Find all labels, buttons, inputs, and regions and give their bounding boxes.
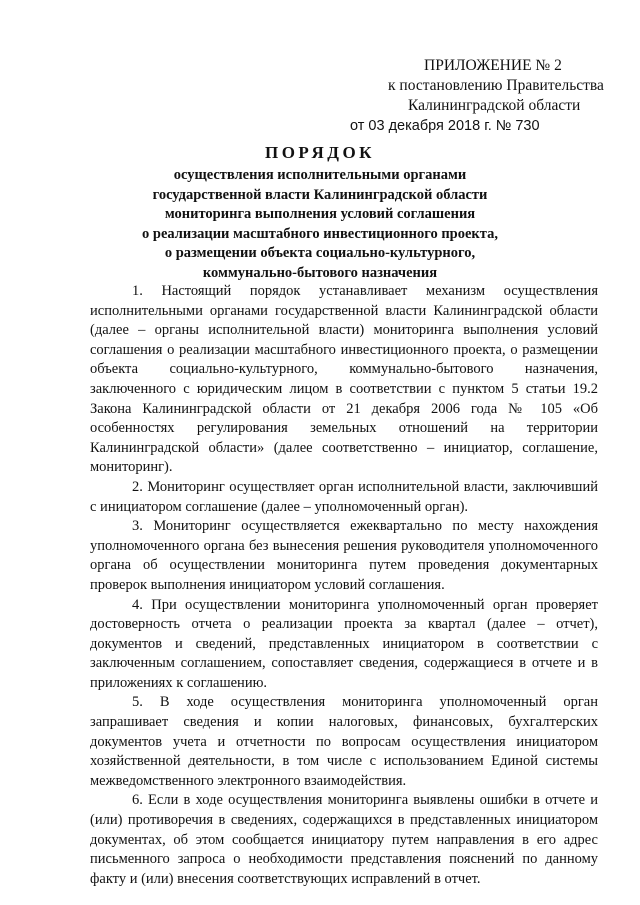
- appendix-header: [350, 56, 610, 136]
- subtitle-line: государственной власти Калининградской области: [152, 186, 488, 203]
- subtitle-line: осуществления исполнительными органами: [173, 167, 467, 183]
- subtitle-line: о реализации масштабного инвестиционного проекта,: [142, 225, 498, 242]
- appendix-region: Калининградской области: [408, 97, 581, 114]
- appendix-date-number: от 03 декабря 2018 г. № 730: [350, 118, 540, 134]
- paragraph-6: 6. Если в ходе осуществления мониторинга выявлены ошибки в отчете и (или) противоречия в сведениях, содержащихся в представленных инициатором документах, об этом сообщается инициатору путем направления в его адрес письменного запроса о необходимости представления пояснений по данному факту и (или) внесения соответствующих исправлений в отчет.: [90, 792, 598, 887]
- appendix-number: ПРИЛОЖЕНИЕ № 2: [424, 57, 562, 74]
- document-body: [90, 282, 598, 889]
- paragraph-1: 1. Настоящий порядок устанавливает механизм осуществления исполнительными органами государственной власти Калининградской области (далее – органы исполнительной власти) мониторинга выполнения условий соглашения о реализации масштабного инвестиционного проекта, о размещении объекта социально-культурного, коммунально-бытового назначения, заключенного с юридическим лицом в соответствии с пунктом 5 статьи 19.2 Закона Калининградской области от 21 декабря 2006 года № 105 «Об особенностях регулирования земельных отношений на территории Калининградской области» (далее соответственно – инициатор, соглашение, мониторинг).: [90, 283, 598, 476]
- subtitle-line: о размещении объекта социально-культурного,: [164, 245, 476, 262]
- document-title: ПОРЯДОК: [264, 143, 375, 162]
- paragraph-3: 3. Мониторинг осуществляется ежеквартально по месту нахождения уполномоченного органа без вынесения решения руководителя уполномоченного органа об осуществлении мониторинга путем проведения документарных проверок выполнения инициатором условий соглашения.: [90, 518, 598, 593]
- appendix-resolution-ref: к постановлению Правительства: [388, 77, 604, 94]
- paragraph-4: 4. При осуществлении мониторинга уполномоченный орган проверяет достоверность отчета о реализации проекта за квартал (далее – отчет), документов и сведений, представленных инициатором в соответствии с заключенным соглашением, сопоставляет сведения, содержащиеся в отчете и в приложениях к соглашению.: [90, 596, 598, 691]
- subtitle-line: коммунально-бытового назначения: [202, 264, 438, 281]
- subtitle-line: мониторинга выполнения условий соглашения: [164, 206, 476, 223]
- document-subtitle: [0, 166, 640, 284]
- paragraph-5: 5. В ходе осуществления мониторинга уполномоченный орган запрашивает сведения и копии налоговых, финансовых, бухгалтерских документов учета и отчетности по вопросам осуществления инициатором хозяйственной деятельности, в том числе с использованием Единой системы межведомственного электронного взаимодействия.: [90, 694, 598, 789]
- paragraph-2: 2. Мониторинг осуществляет орган исполнительной власти, заключивший с инициатором соглашение (далее – уполномоченный орган).: [90, 478, 598, 515]
